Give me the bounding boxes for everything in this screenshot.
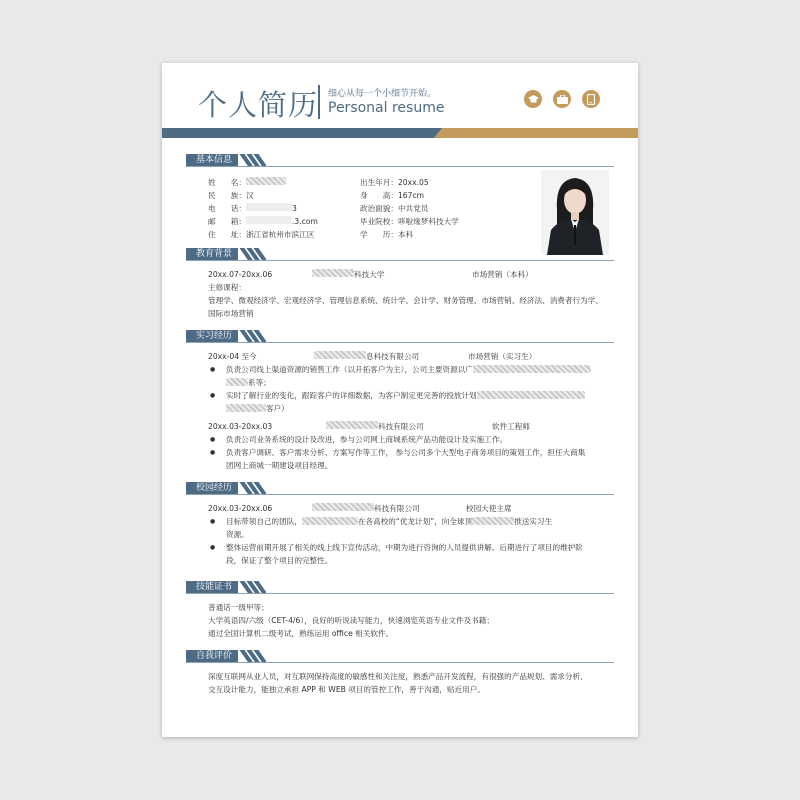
education-school: 科技大学 (312, 269, 384, 282)
section-title-internship: 实习经历 (186, 330, 238, 343)
self-eval-line: 深度互联网从业人员，对互联网保持高度的敏感性和关注度，熟悉产品开发流程，有很强的产品规划、需求分析、 (208, 672, 588, 681)
section-header (186, 482, 614, 495)
job-bullet: ● 实时了解行业的变化，跟踪客户的详细数据，为客户制定更完善的投放计划 (208, 390, 585, 403)
self-eval-line: 交互设计能力，能独立承担 APP 和 WEB 项目的管控工作，善于沟通，贴近用户。 (208, 685, 485, 694)
header-divider (318, 85, 320, 119)
header-subtitle-en: Personal resume (328, 100, 445, 116)
redacted-text (246, 177, 286, 185)
job-period: 20xx.03-20xx.03 (208, 422, 273, 431)
skill-item: 普通话一级甲等； (208, 603, 269, 612)
skill-item: 通过全国计算机二级考试，熟练运用 office 相关软件。 (208, 629, 394, 638)
redacted-text (314, 351, 366, 359)
briefcase-icon (553, 90, 571, 108)
resume-title: 个人简历 (198, 88, 319, 122)
redacted-text (472, 517, 514, 525)
redacted-text (312, 269, 354, 277)
info-birth: 出生年月： 20xx.05 (360, 178, 429, 187)
job-bullet-cont: 团网上商城一期建设项目经理。 (226, 461, 333, 470)
section-campus (186, 482, 614, 495)
section-internship (186, 330, 614, 343)
info-ethnicity: 民 族： 汉 (208, 191, 254, 200)
education-courses-label: 主修课程： (208, 283, 246, 292)
section-header (186, 248, 614, 261)
profile-photo (541, 170, 609, 255)
job-bullet: ● 负责公司业务系统的设计及改进，参与公司网上商城系统产品功能设计及实施工作。 (208, 434, 507, 447)
job-role: 软件工程师 (492, 422, 530, 431)
job-period: 20xx-04 至今 (208, 352, 257, 361)
campus-bullet: ● 目标带领自己的团队， 在各高校的“优龙计划”，向全球顶 推送实习生 (208, 516, 552, 529)
job-role: 市场营销（实习生） (468, 352, 537, 361)
campus-bullet-cont: 资源。 (226, 530, 249, 539)
phone-icon (582, 90, 600, 108)
section-rule (186, 494, 614, 495)
section-title-basic: 基本信息 (186, 154, 238, 167)
job-bullet-cont: 客户） (226, 403, 289, 416)
campus-company: 科技有限公司 (312, 503, 420, 516)
section-rule (186, 166, 614, 167)
section-skills (186, 581, 614, 594)
redacted-text (477, 391, 585, 399)
redacted-text (226, 378, 248, 386)
education-courses: 管理学、微观经济学、宏观经济学、管理信息系统、统计学、会计学、财务管理、市场营销、经济法、消费者行为学、国际市场营销 (208, 296, 603, 318)
info-phone: 电 话： 3 (208, 204, 297, 213)
resume-page (162, 63, 638, 737)
redacted-text (312, 503, 374, 511)
info-politics: 政治面貌： 中共党员 (360, 204, 429, 213)
section-title-skills: 技能证书 (186, 581, 238, 594)
section-title-self-eval: 自我评价 (186, 650, 238, 663)
section-title-campus: 校园经历 (186, 482, 238, 495)
campus-period: 20xx.03-20xx.06 (208, 504, 273, 513)
job-company: 息科技有限公司 (314, 351, 419, 364)
graduation-cap-icon (524, 90, 542, 108)
job-bullet-cont: 系等； (226, 377, 271, 390)
job-bullet: ● 负责公司线上渠道资源的销售工作（以开拓客户为主），公司主要资源以广 (208, 364, 591, 377)
redacted-text (473, 365, 591, 373)
section-education (186, 248, 614, 261)
section-header (186, 650, 614, 663)
education-period: 20xx.07-20xx.06 (208, 270, 273, 279)
job-bullet: ● 负责客户调研、客户需求分析、方案写作等工作， 参与公司多个大型电子商务项目的策划工作，担任大商集 (208, 447, 585, 460)
section-rule (186, 593, 614, 594)
info-email: 邮 箱： .3.com (208, 217, 318, 226)
section-header (186, 330, 614, 343)
campus-role: 校园大使主席 (466, 504, 512, 513)
info-degree: 学 历： 本科 (360, 230, 414, 239)
redacted-text (302, 517, 358, 525)
info-address: 住 址： 浙江省杭州市滨江区 (208, 230, 315, 239)
section-basic-info (186, 154, 614, 167)
header-slogan: 细心从每一个小细节开始。 (328, 89, 437, 99)
section-rule (186, 662, 614, 663)
redacted-text (326, 421, 378, 429)
info-name: 姓 名： (208, 177, 286, 190)
redacted-text (226, 404, 266, 412)
section-self-eval (186, 650, 614, 663)
section-header (186, 154, 614, 167)
info-school: 毕业院校： 哆啦缘梦科技大学 (360, 217, 459, 226)
education-major: 市场营销（本科） (472, 270, 533, 279)
job-company: 科技有限公司 (326, 421, 424, 434)
section-rule (186, 260, 614, 261)
header-band-blue (162, 128, 442, 138)
info-height: 身 高： 167cm (360, 191, 425, 200)
section-title-education: 教育背景 (186, 248, 238, 261)
section-header (186, 581, 614, 594)
skill-item: 大学英语四/六级（CET-4/6），良好的听说读写能力，快速浏览英语专业文件及书籍； (208, 616, 494, 625)
campus-bullet: ● 整体运营前期开展了相关的线上线下宣传活动，中期为进行咨询的人员提供讲解。后期进行了项目的维护阶 (208, 542, 583, 555)
redacted-text (246, 216, 292, 224)
section-rule (186, 342, 614, 343)
header-icons (524, 90, 600, 108)
redacted-text (246, 203, 292, 211)
header-band-gold (434, 128, 638, 138)
campus-bullet-cont: 段，保证了整个项目的完整性。 (226, 556, 333, 565)
